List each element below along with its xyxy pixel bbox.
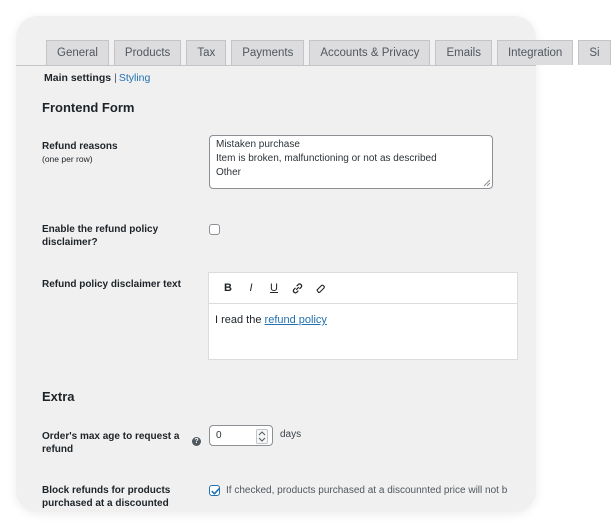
extra-heading: Extra (42, 389, 75, 404)
bold-button[interactable]: B (224, 282, 232, 294)
subnav-styling-link[interactable]: Styling (118, 72, 151, 84)
max-age-value: 0 (216, 430, 222, 441)
max-age-input[interactable] (209, 425, 273, 446)
settings-tabs (46, 40, 616, 66)
resize-handle-icon[interactable] (482, 178, 491, 187)
refund-reasons-label-text: Refund reasons (42, 141, 118, 152)
max-age-label (42, 430, 179, 456)
number-spinner[interactable] (256, 429, 268, 444)
editor-toolbar (209, 273, 517, 304)
disclaimer-text-label: Refund policy disclaimer text (42, 279, 181, 290)
refund-reasons-sublabel: (one per row) (42, 154, 93, 164)
chevron-up-icon[interactable] (258, 431, 266, 436)
tab-integration[interactable]: Integration (497, 40, 573, 65)
editor-text: I read the (215, 314, 265, 326)
link-icon (291, 282, 304, 295)
refund-reasons-textarea[interactable] (209, 135, 493, 189)
block-refunds-description: If checked, products purchased at a discounnted price will not b (226, 485, 508, 496)
disclaimer-text-editor (208, 272, 518, 360)
block-refunds-label-line2: purchased at a discounted (42, 498, 169, 509)
subnav-main-settings[interactable]: Main settings (44, 72, 112, 84)
subnav-separator: | (114, 72, 117, 84)
block-refunds-checkbox[interactable] (209, 485, 220, 496)
help-icon[interactable]: ? (192, 437, 201, 446)
settings-panel (16, 16, 600, 512)
subsection-nav (44, 72, 150, 84)
frontend-form-heading: Frontend Form (42, 100, 135, 115)
enable-disclaimer-label-line1: Enable the refund policy (42, 224, 159, 235)
max-age-unit: days (280, 429, 302, 440)
tab-payments[interactable]: Payments (231, 40, 304, 65)
refund-reasons-label (42, 140, 118, 166)
tab-general[interactable]: General (46, 40, 109, 65)
clear-formatting-button[interactable] (309, 278, 331, 298)
tab-products[interactable]: Products (114, 40, 181, 65)
enable-disclaimer-checkbox[interactable] (209, 224, 220, 235)
chevron-down-icon[interactable] (258, 437, 266, 442)
link-button[interactable] (286, 278, 308, 298)
checkmark-icon (210, 486, 221, 497)
max-age-label-line1: Order's max age to request a (42, 431, 180, 442)
refund-policy-link[interactable]: refund policy (264, 314, 327, 326)
editor-content[interactable] (209, 304, 517, 336)
textarea-line: Item is broken, malfunctioning or not as described (216, 153, 437, 164)
italic-button[interactable]: I (249, 282, 253, 294)
enable-disclaimer-label-line2: disclaimer? (42, 237, 98, 248)
textarea-line: Other (216, 167, 242, 178)
block-refunds-label-line1: Block refunds for products (42, 485, 171, 496)
tabs-divider (16, 65, 536, 66)
enable-disclaimer-label (42, 223, 158, 249)
tab-tax[interactable]: Tax (186, 40, 226, 65)
tab-accounts-privacy[interactable]: Accounts & Privacy (309, 40, 430, 65)
eraser-icon (314, 282, 327, 295)
textarea-line: Mistaken purchase (216, 139, 300, 150)
max-age-label-line2: refund (42, 444, 74, 455)
tab-emails[interactable]: Emails (435, 40, 492, 65)
block-refunds-label (42, 484, 170, 510)
tab-site-visibility[interactable]: Si (578, 40, 610, 65)
underline-button[interactable]: U (270, 282, 278, 294)
